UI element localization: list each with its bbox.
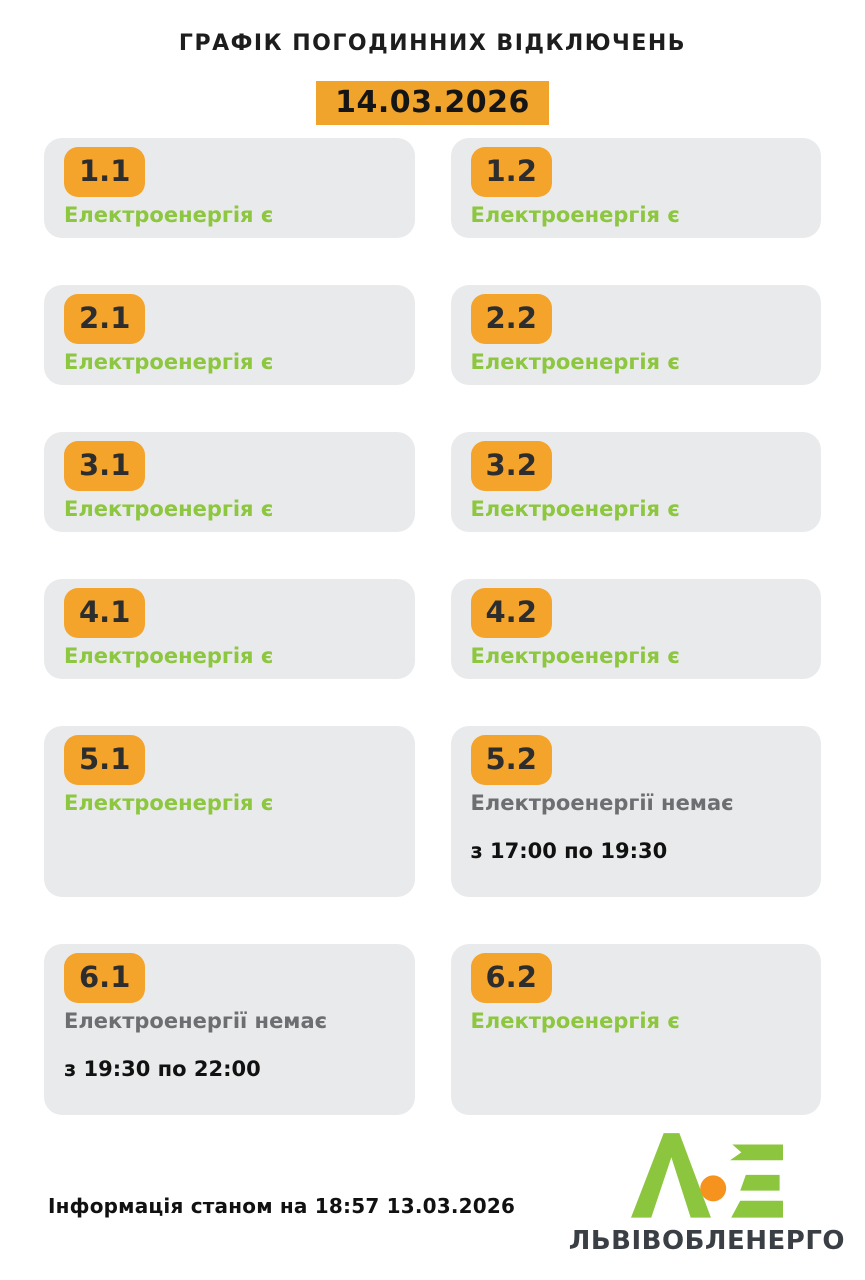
group-number-badge: 3.1: [64, 441, 145, 491]
power-status-text: Електроенергії немає: [470, 790, 734, 815]
logo-wordmark: ЛЬВІВОБЛЕНЕРГО: [568, 1226, 845, 1257]
footer: [0, 1115, 865, 1256]
lviv-oblenergo-logo: [569, 1133, 845, 1256]
power-status-text: Електроенергія є: [470, 496, 680, 521]
power-status-text: Електроенергія є: [64, 496, 274, 521]
group-card-4-2: [451, 579, 822, 679]
date-badge: 14.03.2026: [316, 81, 549, 125]
group-card-6-1: [44, 944, 415, 1115]
power-status-text: Електроенергія є: [470, 349, 680, 374]
power-status-text: Електроенергія є: [470, 202, 680, 227]
group-number-badge: 4.1: [64, 588, 145, 638]
group-number-badge: 6.1: [64, 953, 145, 1003]
group-number-badge: 4.2: [471, 588, 552, 638]
power-status-text: Електроенергія є: [470, 1008, 680, 1033]
page-title: ГРАФІК ПОГОДИННИХ ВІДКЛЮЧЕНЬ: [178, 31, 687, 56]
group-card-1-1: [44, 138, 415, 238]
group-card-6-2: [451, 944, 822, 1115]
group-number-badge: 2.1: [64, 294, 145, 344]
lviv-oblenergo-logo-icon: [631, 1133, 783, 1219]
group-number-badge: 3.2: [471, 441, 552, 491]
group-number-badge: 1.2: [471, 147, 552, 197]
group-card-3-2: [451, 432, 822, 532]
groups-grid: [44, 138, 821, 1115]
power-status-text: Електроенергія є: [64, 349, 274, 374]
power-status-text: Електроенергія є: [64, 643, 274, 668]
group-card-1-2: [451, 138, 822, 238]
power-status-text: Електроенергія є: [64, 790, 274, 815]
group-card-4-1: [44, 579, 415, 679]
group-card-5-2: [451, 726, 822, 897]
power-status-text: Електроенергії немає: [64, 1008, 328, 1033]
group-card-2-2: [451, 285, 822, 385]
group-number-badge: 2.2: [471, 294, 552, 344]
info-timestamp: Інформація станом на 18:57 13.03.2026: [48, 1194, 516, 1219]
group-card-5-1: [44, 726, 415, 897]
group-card-2-1: [44, 285, 415, 385]
power-status-text: Електроенергія є: [64, 202, 274, 227]
outage-time-text: з 17:00 по 19:30: [470, 839, 668, 864]
group-number-badge: 5.2: [471, 735, 552, 785]
outage-time-text: з 19:30 по 22:00: [64, 1057, 261, 1082]
power-status-text: Електроенергія є: [470, 643, 680, 668]
group-number-badge: 1.1: [64, 147, 145, 197]
group-card-3-1: [44, 432, 415, 532]
group-number-badge: 5.1: [64, 735, 145, 785]
group-number-badge: 6.2: [471, 953, 552, 1003]
